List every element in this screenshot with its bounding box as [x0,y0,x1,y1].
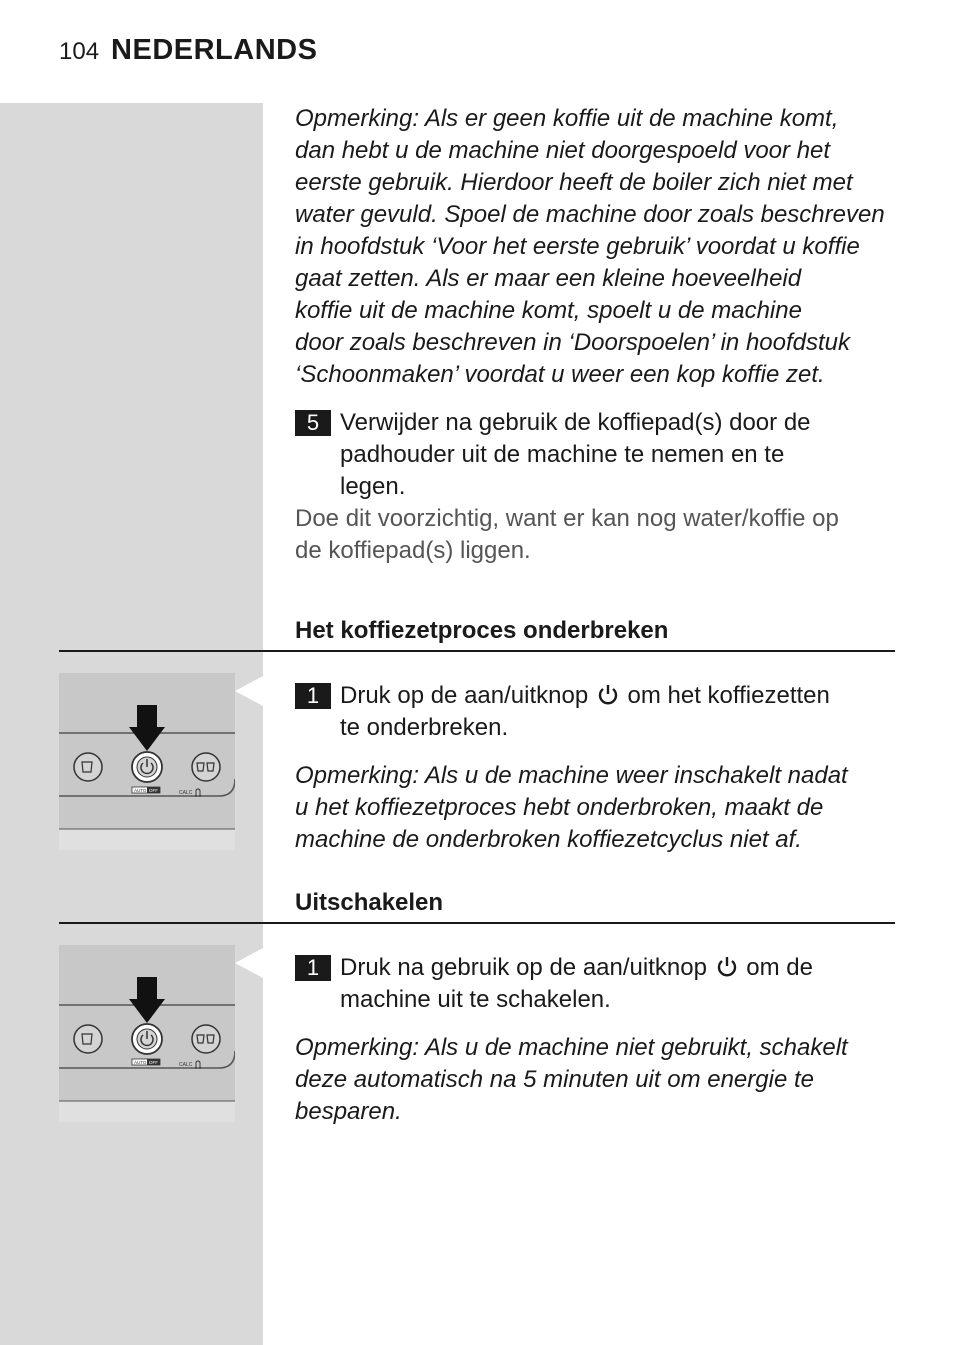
step-line: machine uit te schakelen. [340,986,611,1013]
step-line: legen. [340,473,406,500]
step-5-followup [295,503,895,567]
note-off [295,1032,895,1128]
machine-panel-svg [59,673,235,850]
calc-label: CALC [179,790,193,796]
auto-label: AUTO [134,788,147,793]
section-heading-interrupt: Het koffiezetproces onderbreken [295,617,669,644]
step-text-before: Druk na gebruik op de aan/uitknop [340,954,707,981]
step-text-before: Druk op de aan/uitknop [340,682,589,709]
two-cups-icon [192,1025,220,1053]
note-line: Opmerking: Als u de machine niet gebruikt, schakelt [295,1034,848,1061]
step-text [340,952,895,1016]
followup-line: de koffiepad(s) liggen. [295,537,531,564]
power-icon [597,683,619,705]
step-text [340,680,895,744]
note-line: deze automatisch na 5 minuten uit om energie te [295,1066,814,1093]
note-line: door zoals beschreven in ‘Doorspoelen’ in hoofdstuk [295,329,851,356]
note-line: u het koffiezetproces hebt onderbroken, maakt de [295,794,824,821]
step-5 [295,407,895,503]
section-divider [59,922,895,924]
step-text [340,407,895,503]
step-line: te onderbreken. [340,714,509,741]
note-line: water gevuld. Spoel de machine door zoals beschreven [295,201,885,228]
note-line: in hoofdstuk ‘Voor het eerste gebruik’ voordat u koffie [295,233,860,260]
page-number: 104 [59,38,100,65]
note-line: Opmerking: Als er geen koffie uit de machine komt, [295,105,839,132]
step-text-after: om het koffiezetten [627,682,830,709]
power-icon [132,1024,162,1054]
note-line: Opmerking: Als u de machine weer inschakelt nadat [295,762,848,789]
step-line [340,680,895,712]
step-1-off [295,952,895,1016]
page-header [59,34,317,74]
note-line: eerste gebruik. Hierdoor heeft de boiler zich niet met [295,169,853,196]
power-icon [716,955,738,977]
note-line: koffie uit de machine komt, spoelt u de machine [295,297,802,324]
note-line: dan hebt u de machine niet doorgespoeld voor het [295,137,831,164]
step-1-interrupt [295,680,895,744]
step-line [340,952,895,984]
off-label: OFF [149,1060,158,1065]
section-heading-off: Uitschakelen [295,889,444,916]
callout-notch [235,948,263,978]
power-icon [132,752,162,782]
note-no-coffee [295,103,895,391]
calc-label: CALC [179,1062,193,1068]
note-line: machine de onderbroken koffiezetcyclus niet af. [295,826,802,853]
note-interrupt [295,760,895,856]
section-divider [59,650,895,652]
step-number: 1 [295,683,331,709]
language-title: NEDERLANDS [111,34,318,66]
followup-line: Doe dit voorzichtig, want er kan nog water/koffie op [295,505,839,532]
off-label: OFF [149,788,158,793]
callout-notch [235,676,263,706]
step-line: padhouder uit de machine te nemen en te [340,441,785,468]
two-cups-icon [192,753,220,781]
machine-illustration [59,673,235,850]
note-line: ‘Schoonmaken’ voordat u weer een kop koffie zet. [295,361,825,388]
machine-panel-svg [59,945,235,1122]
step-text-after: om de [746,954,813,981]
step-line: Verwijder na gebruik de koffiepad(s) door de [340,409,811,436]
one-cup-icon [74,753,102,781]
note-line: besparen. [295,1098,402,1125]
auto-label: AUTO [134,1060,147,1065]
note-line: gaat zetten. Als er maar een kleine hoeveelheid [295,265,802,292]
step-number: 1 [295,955,331,981]
machine-illustration [59,945,235,1122]
step-number: 5 [295,410,331,436]
one-cup-icon [74,1025,102,1053]
